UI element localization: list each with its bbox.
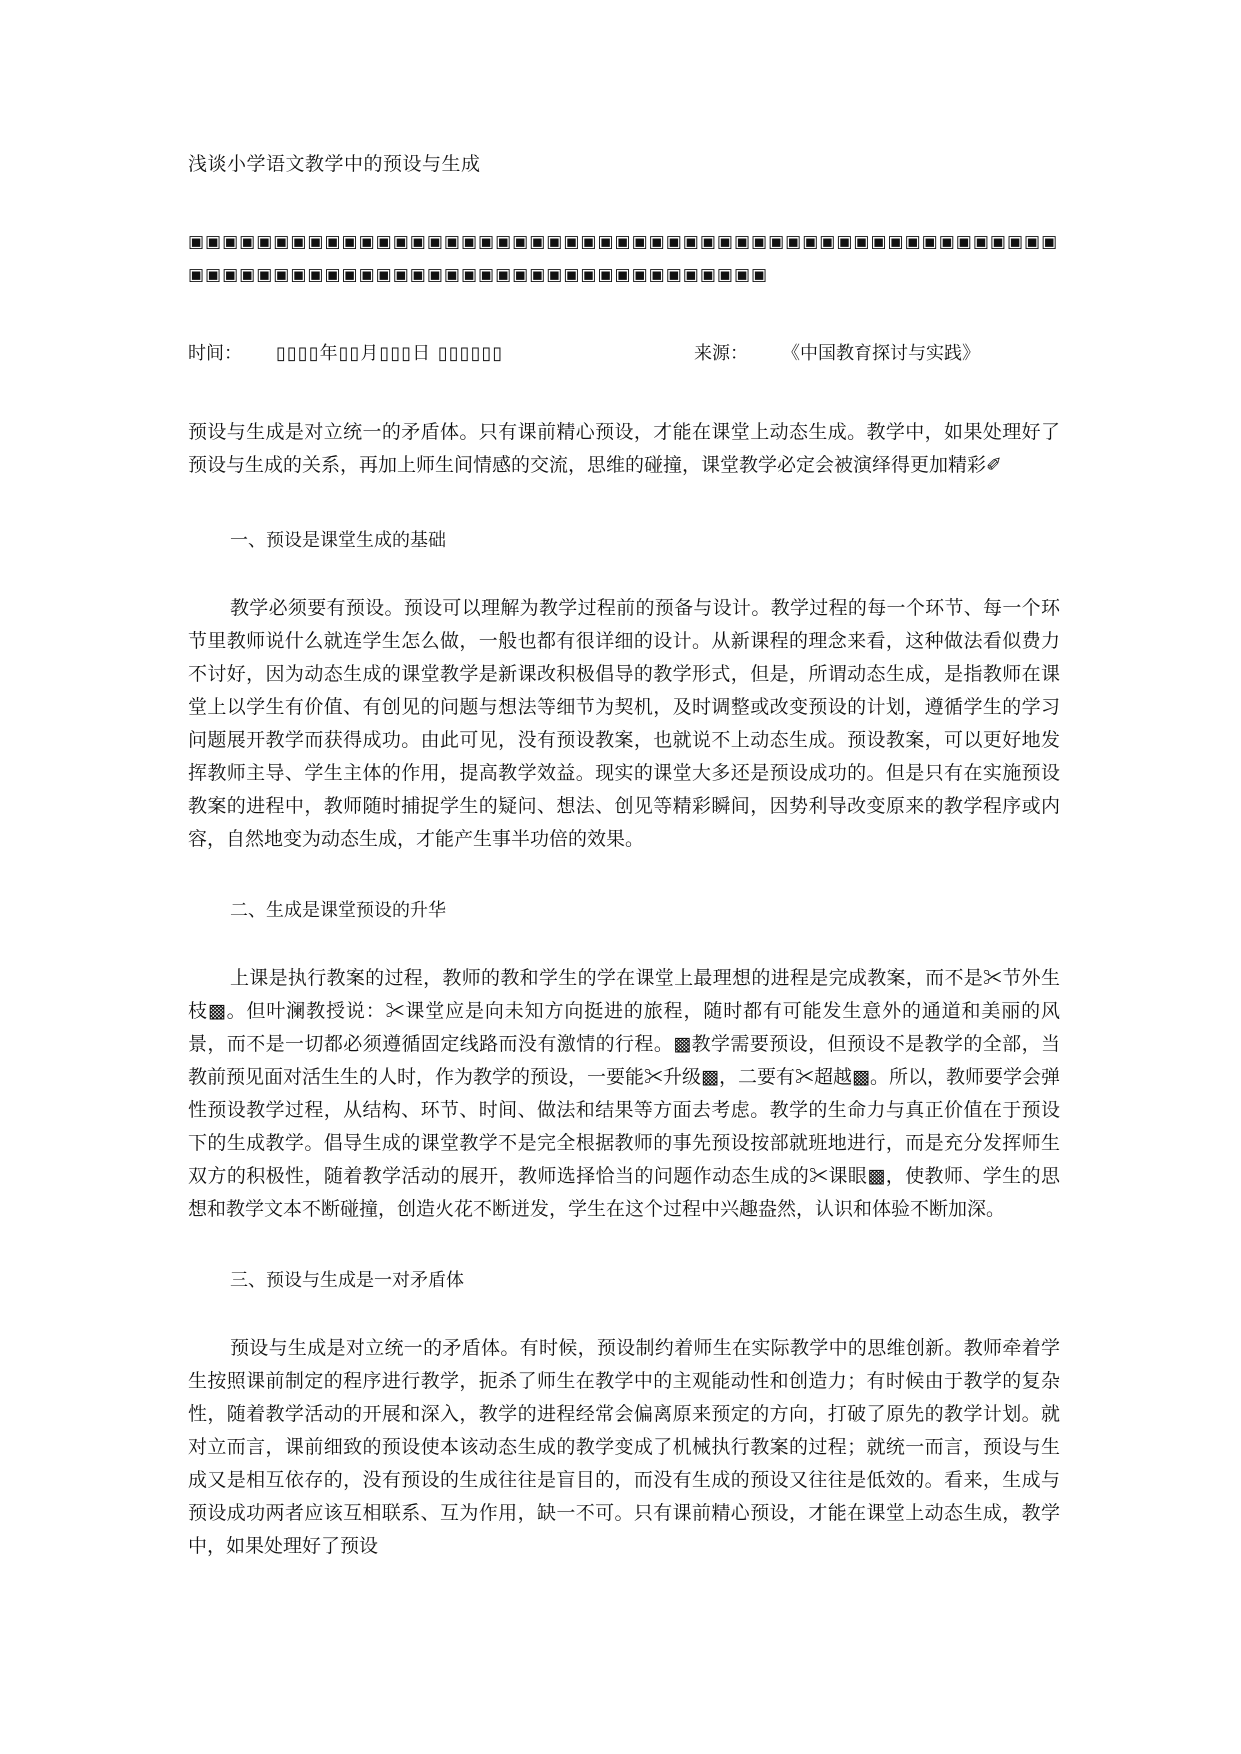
section-2 (188, 896, 1060, 1226)
document-page (188, 150, 1060, 1603)
section-paragraph: 上课是执行教案的过程，教师的教和学生的学在课堂上最理想的进程是完成教案，而不是✂节外生枝▩。但叶澜教授说：✂课堂应是向未知方向挺进的旅程，随时都有可能发生意外的通道和美丽的风景，而不是一切都必须遵循固定线路而没有激情的行程。▩教学需要预设，但预设不是教学的全部，当教前预见面对活生生的人时，作为教学的预设，一要能✂升级▩，二要有✂超越▩。所以，教师要学会弹性预设教学过程，从结构、环节、时间、做法和结果等方面去考虑。教学的生命力与真正价值在于预设下的生成教学。倡导生成的课堂教学不是完全根据教师的事先预设按部就班地进行，而是充分发挥师生双方的积极性，随着教学活动的展开，教师选择恰当的问题作动态生成的✂课眼▩，使教师、学生的思想和教学文本不断碰撞，创造火花不断迸发，学生在这个过程中兴趣盎然，认识和体验不断加深。 (188, 967, 1060, 1220)
document-title: 浅谈小学语文教学中的预设与生成 (188, 153, 481, 175)
section-heading: 三、预设与生成是一对矛盾体 (230, 1270, 464, 1291)
section-1 (188, 526, 1060, 856)
section-paragraph: 预设与生成是对立统一的矛盾体。有时候，预设制约着师生在实际教学中的思维创新。教师牵着学生按照课前制定的程序进行教学，扼杀了师生在教学中的主观能动性和创造力；有时候由于教学的复杂性，随着教学活动的开展和深入，教学的进程经常会偏离原来预定的方向，打破了原先的教学计划。就对立而言，课前细致的预设使本该动态生成的教学变成了机械执行教案的过程；就统一而言，预设与生成又是相互依存的，没有预设的生成往往是盲目的，而没有生成的预设又往往是低效的。看来，生成与预设成功两者应该互相联系、互为作用，缺一不可。只有课前精心预设，才能在课堂上动态生成，教学中，如果处理好了预设 (188, 1337, 1060, 1557)
section-heading: 一、预设是课堂生成的基础 (230, 530, 446, 551)
garbled-summary-line: ▣▣▣▣▣▣▣▣▣▣▣▣▣▣▣▣▣▣▣▣▣▣▣▣▣▣▣▣▣▣▣▣▣▣▣▣▣▣▣▣▣▣▣▣▣▣▣▣▣▣▣▣▣▣▣▣▣▣▣▣▣▣▣▣▣▣▣▣▣▣▣▣▣▣▣▣▣▣▣▣▣▣▣▣▣ (188, 232, 1059, 285)
time-label: 时间： (188, 343, 242, 364)
section-3 (188, 1266, 1060, 1563)
intro-paragraph: 预设与生成是对立统一的矛盾体。只有课前精心预设，才能在课堂上动态生成。教学中，如果处理好了预设与生成的关系，再加上师生间情感的交流，思维的碰撞，课堂教学必定会被演绎得更加精彩✐ (188, 421, 1060, 476)
article-meta (188, 340, 1060, 368)
source-label: 来源： (694, 343, 748, 364)
source-value: 《中国教育探讨与实践》 (782, 343, 980, 364)
section-heading: 二、生成是课堂预设的升华 (230, 900, 446, 921)
section-paragraph: 教学必须要有预设。预设可以理解为教学过程前的预备与设计。教学过程的每一个环节、每一个环节里教师说什么就连学生怎么做，一般也都有很详细的设计。从新课程的理念来看，这种做法看似费力不讨好，因为动态生成的课堂教学是新课改积极倡导的教学形式，但是，所谓动态生成，是指教师在课堂上以学生有价值、有创见的问题与想法等细节为契机，及时调整或改变预设的计划，遵循学生的学习问题展开教学而获得成功。由此可见，没有预设教案，也就说不上动态生成。预设教案，可以更好地发挥教师主导、学生主体的作用，提高教学效益。现实的课堂大多还是预设成功的。但是只有在实施预设教案的进程中，教师随时捕捉学生的疑问、想法、创见等精彩瞬间，因势利导改变原来的教学程序或内容，自然地变为动态生成，才能产生事半功倍的效果。 (188, 597, 1060, 850)
time-value: ▯▯▯▯年▯▯月▯▯▯日 ▯▯▯▯▯▯ (276, 343, 504, 364)
